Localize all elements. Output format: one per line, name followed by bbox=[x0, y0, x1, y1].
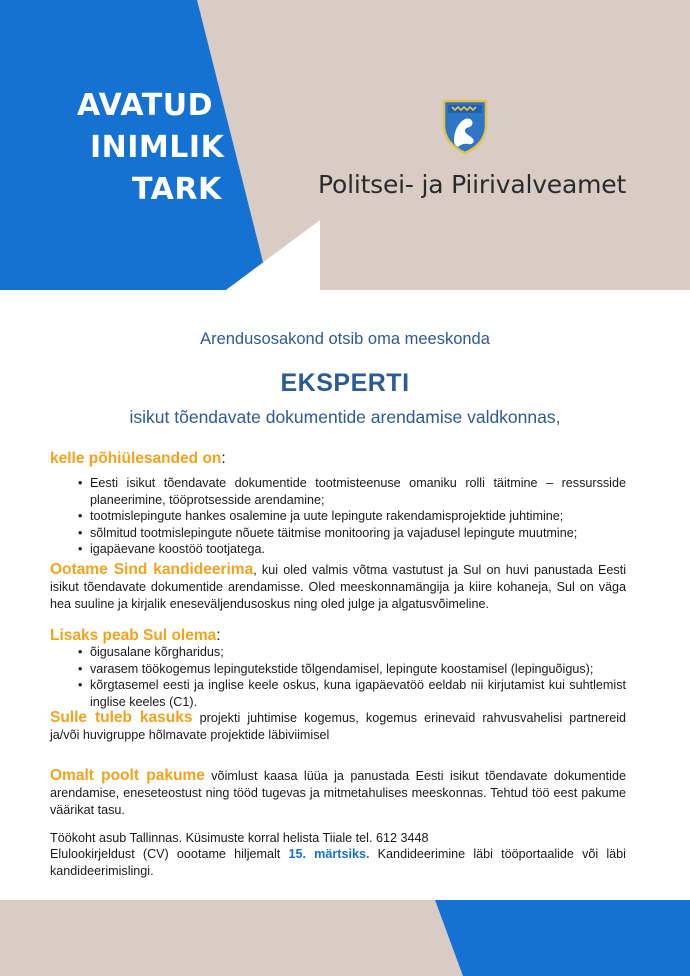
list-item: • õigusalane kõrgharidus; bbox=[78, 644, 626, 661]
requirements-heading bbox=[50, 627, 221, 645]
candidate-paragraph bbox=[50, 561, 626, 613]
requirements-list bbox=[78, 644, 626, 710]
offer-paragraph bbox=[50, 767, 626, 819]
organization-name: Politsei- ja Piirivalveamet bbox=[318, 170, 627, 199]
offer-text: võimlust kaasa lüüa ja panustada Eesti isikut tõendavate dokumentide arendamise, eneseteostust ning tööd tugevas ja mitmetahulises meeskonnas. Tehtud töö eest pakume väärikat tasu. bbox=[50, 769, 626, 817]
motto-line-3: TARK bbox=[132, 172, 222, 207]
intro-text: Arendusosakond otsib oma meeskonda bbox=[200, 330, 490, 348]
advantage-text: projekti juhtimise kogemus, kogemus erinevaid rahvusvahelisi partnereid ja/või huvigruppe hõlmavate projektide läbiviimisel bbox=[50, 711, 627, 742]
offer-lead: Omalt poolt pakume bbox=[50, 767, 205, 784]
candidate-text: , kui oled valmis võtma vastutust ja Sul on huvi panustada Eesti isikut tõendavate dokumentide arendamisse. Oled meeskonnamängija ja kiire kohaneja, Sul on väga hea suuline ja kirjalik eneseväljendusoskus ning oled julge ja algatusvõimeline. bbox=[50, 563, 626, 611]
list-item: • sõlmitud tootmislepingute nõuete täitmise monitooring ja vajadusel lepingute muutmine; bbox=[78, 525, 626, 542]
requirements-heading-colon: : bbox=[216, 627, 221, 644]
list-item: • kõrgtasemel eesti ja inglise keele oskus, kuna igapäevatöö eeldab nii kirjutamist kui suhtlemist inglise keeles (C1). bbox=[78, 677, 626, 710]
requirements-heading-label: Lisaks peab Sul olema bbox=[50, 627, 217, 644]
list-item: • varasem töökogemus lepingutekstide tõlgendamisel, lepingute koostamisel (lepinguõigus); bbox=[78, 661, 626, 678]
job-title: EKSPERTI bbox=[280, 369, 410, 397]
duties-heading-colon: : bbox=[221, 450, 226, 467]
duties-heading-label: kelle põhiülesanded on bbox=[50, 450, 222, 467]
motto-line-2: INIMLIK bbox=[90, 130, 225, 165]
footer-blue-panel bbox=[435, 900, 690, 976]
job-subtitle: isikut tõendavate dokumentide arendamise valdkonnas, bbox=[129, 407, 561, 427]
advantage-paragraph bbox=[50, 709, 626, 744]
list-item: • igapäevane koostöö tootjatega. bbox=[78, 541, 626, 558]
police-crest-icon bbox=[440, 97, 490, 155]
list-item: • Eesti isikut tõendavate dokumentide tootmisteenuse omaniku rolli täitmine – ressursside planeerimine, tööprotsesside arendamine; bbox=[78, 475, 626, 508]
motto-line-1: AVATUD bbox=[77, 88, 213, 123]
candidate-lead: Ootame Sind kandideerima bbox=[50, 561, 254, 578]
contact-location: Töökoht asub Tallinnas. Küsimuste korral helista Tiiale tel. 612 3448 bbox=[50, 831, 429, 845]
advantage-lead: Sulle tuleb kasuks bbox=[50, 709, 193, 726]
cv-text-after: Kandideerimine läbi tööportaalide või läbi kandideerimislingi. bbox=[50, 847, 626, 878]
list-item: • tootmislepingute hankes osalemine ja uute lepingute rakendamisprojektide juhtimine; bbox=[78, 508, 626, 525]
duties-list bbox=[78, 475, 626, 558]
duties-heading bbox=[50, 450, 226, 468]
contact-cv-paragraph bbox=[50, 846, 626, 880]
cv-text-before: Elulookirjeldust (CV) oootame hiljemalt bbox=[50, 847, 289, 861]
application-deadline: 15. märtsiks. bbox=[288, 847, 370, 861]
footer-background bbox=[0, 900, 690, 976]
